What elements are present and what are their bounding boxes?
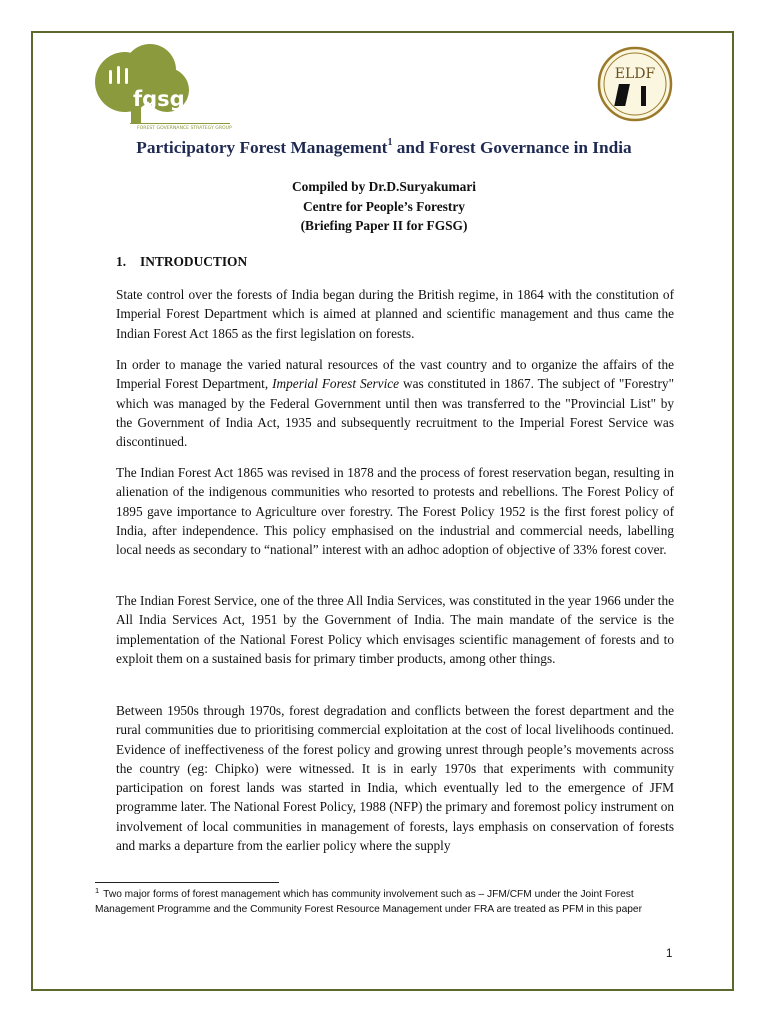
- footnote-marker: 1: [387, 137, 393, 148]
- page-number: 1: [666, 948, 673, 960]
- paragraph-3: The Indian Forest Act 1865 was revised in 1878 and the process of forest reservation began, resulting in alienation of the indigenous communities who resorted to protests and rebellions. The Forest Policy of 1895 gave importance to Agriculture over forestry. The Forest Policy 1952 is the first forest policy of India, after independence. This policy emphasised on the industrial and commercial needs, labelling local needs as secondary to “national” interest with an adhoc adoption of objective of 33% forest cover.: [116, 465, 674, 558]
- footnote-rule: [95, 882, 279, 883]
- organisation-line: Centre for People’s Forestry: [303, 198, 465, 214]
- footnote: $^1$ Two major forms of forest management which has community involvement such as – JFM/CFM under the Joint Forest Management Programme and the Community Forest Resource Management under FRA are treated as PFM in this paper: [95, 886, 642, 915]
- paragraph-4: The Indian Forest Service, one of the three All India Services, was constituted in the year 1966 under the All India Services Act, 1951 by the Government of India. The main mandate of the service is the implementation of the National Forest Policy which envisages scientific management of forests and to exploit them on a sustained basis for primary timber products, among other things.: [116, 593, 674, 666]
- eldf-logo: [597, 46, 673, 122]
- paragraph-5: Between 1950s through 1970s, forest degradation and conflicts between the forest department and the rural communities due to prioritising commercial exploitation at the cost of local livelihoods continued. Evidence of ineffectiveness of the forest policy and growing unrest through people’s movements across the country (eg: Chipko) were witnessed. It is in early 1970s that experiments with community participation on forest lands was started in India, which eventually led to the emergence of JFM programme later. The National Forest Policy, 1988 (NFP) the primary and foremost policy instrument on involvement of local communities in management of forests, lays emphasis on conservation of forests and marks a departure from the earlier policy where the supply: [116, 703, 674, 854]
- author-block: [0, 177, 768, 236]
- fgsg-logo: [95, 42, 235, 130]
- document-title: Participatory Forest Management$^1$ and Forest Governance in India: [136, 137, 632, 157]
- paragraph-2: In order to manage the varied natural resources of the vast country and to organize the affairs of the Imperial Forest Department, Imperial Forest Service was constituted in 1867. The subject of "Forestry" which was managed by the Federal Government until then was transferred to the "Provincial List" by the Government of India Act, 1935 and subsequently recruitment to the Imperial Forest Service was discontinued.: [116, 357, 674, 450]
- author-line: Compiled by Dr.D.Suryakumari: [291, 179, 477, 194]
- fgsg-logo-text: fgsg: [133, 87, 185, 111]
- section-heading: 1. INTRODUCTION: [116, 254, 248, 269]
- eldf-logo-text: ELDF: [614, 66, 656, 82]
- fgsg-logo-tagline: FOREST GOVERNANCE STRATEGY GROUP: [137, 126, 232, 130]
- italic-term: Imperial Forest Service: [272, 376, 400, 392]
- paper-line: (Briefing Paper II for FGSG): [300, 218, 468, 233]
- paragraph-1: State control over the forests of India began during the British regime, in 1864 with the constitution of Imperial Forest Department which is aimed at planned and scientific management and thus came the Indian Forest Act 1865 as the first legislation on forests.: [116, 287, 674, 341]
